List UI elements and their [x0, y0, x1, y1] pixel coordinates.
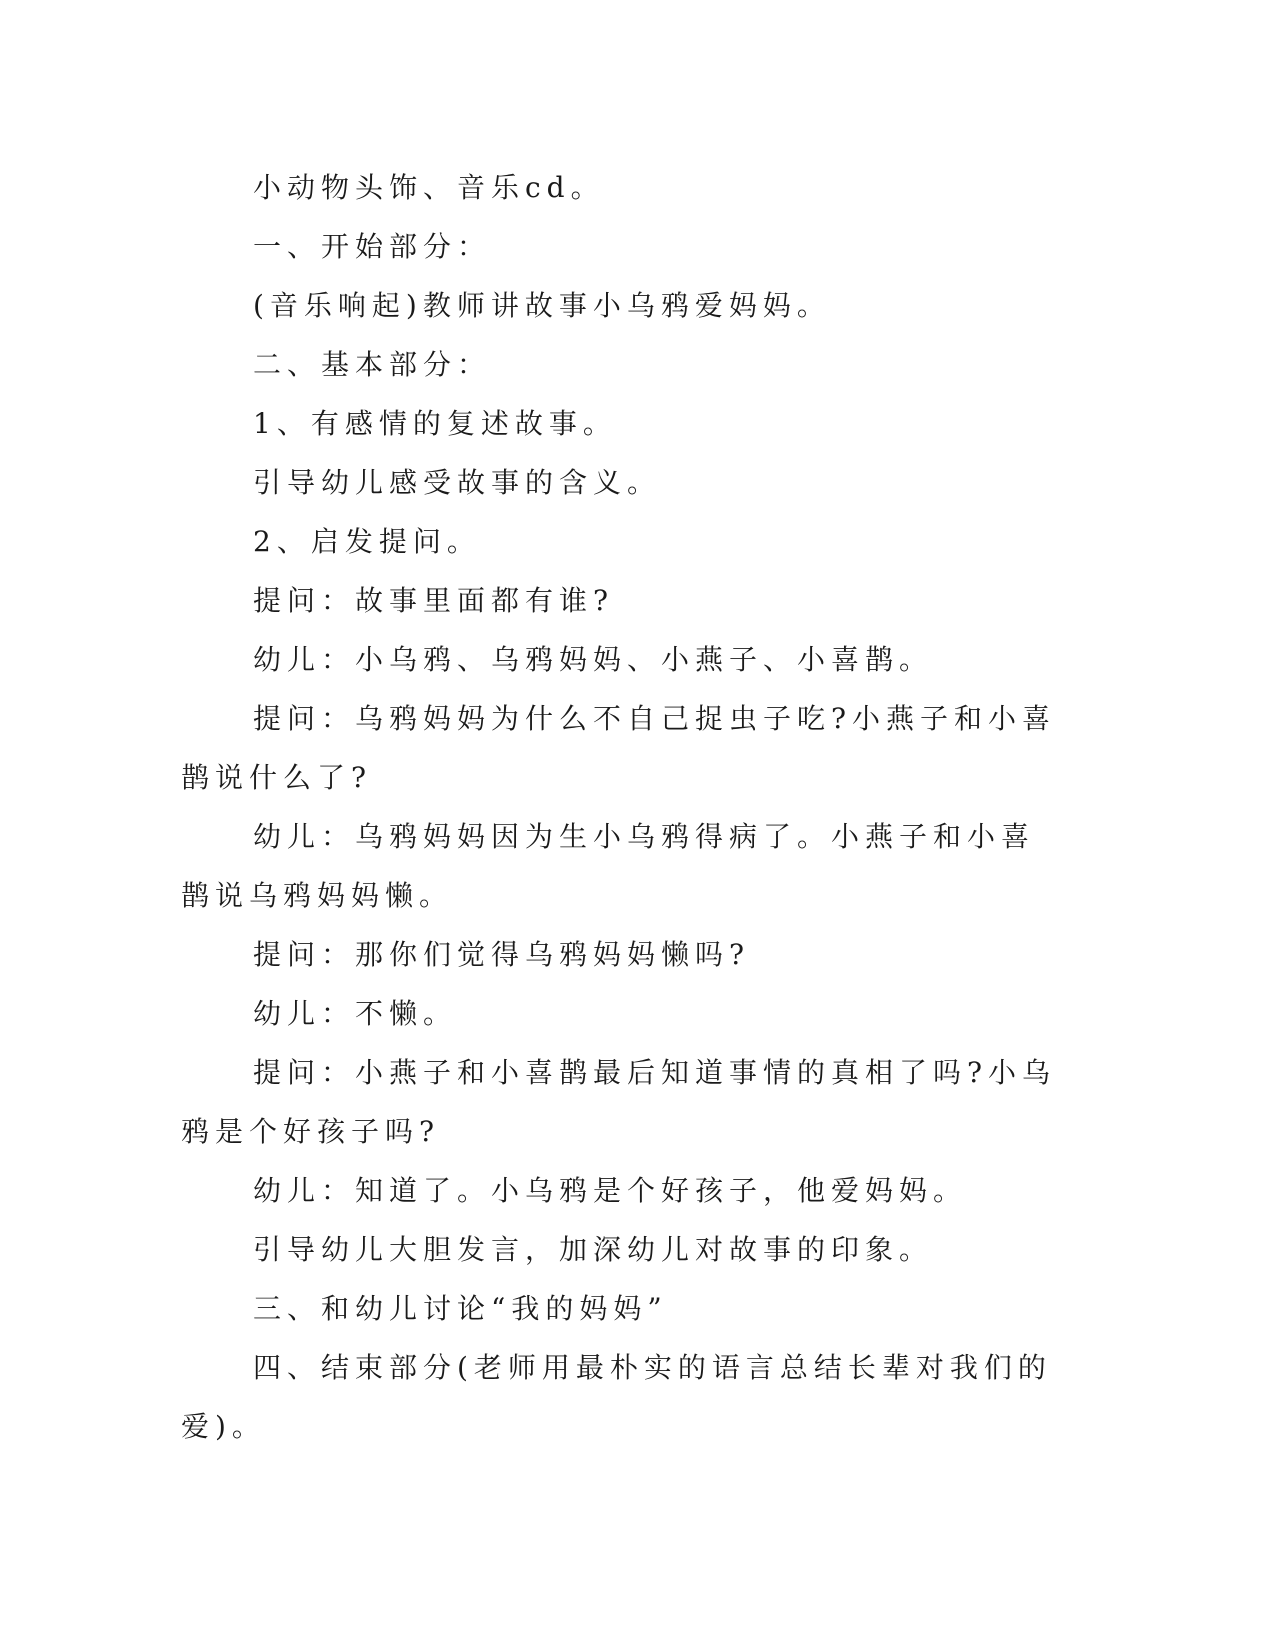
question-paragraph: 提问：乌鸦妈妈为什么不自己捉虫子吃?小燕子和小喜鹊说什么了? [181, 702, 1057, 794]
answer-paragraph: 幼儿：不懒。 [253, 997, 458, 1030]
section-heading: 四、结束部分(老师用最朴实的语言总结长辈对我们的爱)。 [181, 1351, 1052, 1443]
answer-paragraph: 幼儿：乌鸦妈妈因为生小乌鸦得病了。小燕子和小喜鹊说乌鸦妈妈懒。 [181, 820, 1036, 912]
question-paragraph: 提问：那你们觉得乌鸦妈妈懒吗? [253, 938, 751, 971]
paragraph: 1、有感情的复述故事。 [253, 407, 617, 440]
paragraph: 引导幼儿大胆发言，加深幼儿对故事的印象。 [253, 1233, 934, 1266]
answer-paragraph: 幼儿：知道了。小乌鸦是个好孩子，他爱妈妈。 [253, 1174, 968, 1207]
paragraph: 引导幼儿感受故事的含义。 [253, 466, 662, 499]
paragraph: (音乐响起)教师讲故事小乌鸦爱妈妈。 [253, 289, 831, 322]
paragraph: 2、启发提问。 [253, 525, 481, 558]
answer-paragraph: 幼儿：小乌鸦、乌鸦妈妈、小燕子、小喜鹊。 [253, 643, 934, 676]
document-body [181, 158, 1061, 1456]
paragraph: 小动物头饰、音乐cd。 [253, 171, 605, 204]
section-heading: 一、开始部分： [253, 230, 492, 263]
question-paragraph: 提问：小燕子和小喜鹊最后知道事情的真相了吗?小乌鸦是个好孩子吗? [181, 1056, 1057, 1148]
section-heading: 三、和幼儿讨论“我的妈妈” [253, 1292, 668, 1325]
section-heading: 二、基本部分： [253, 348, 492, 381]
question-paragraph: 提问：故事里面都有谁? [253, 584, 615, 617]
